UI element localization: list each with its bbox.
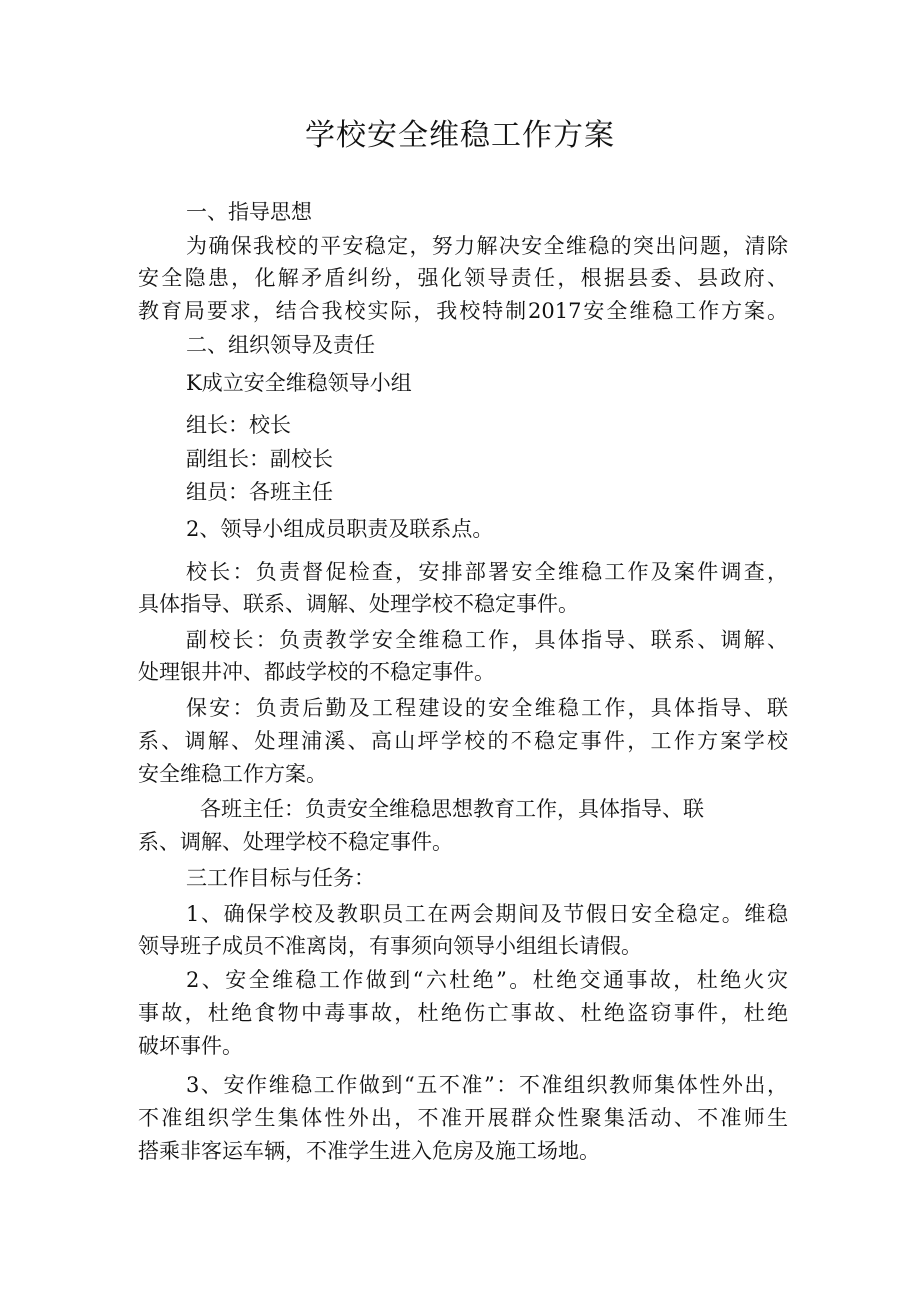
paragraph-line: 为确保我校的平安稳定，努力解决安全维稳的突出问题，清除 <box>186 234 788 258</box>
paragraph-line: 3、安作维稳工作做到“五不准”：不准组织教师集体性外出， <box>186 1073 788 1097</box>
paragraph-line: 系、调解、处理浦溪、高山坪学校的不稳定事件，工作方案学校 <box>138 729 788 753</box>
paragraph-line: 处理银井冲、都歧学校的不稳定事件。 <box>138 660 495 684</box>
paragraph-line: 搭乘非客运车辆，不准学生进入危房及施工场地。 <box>138 1139 600 1163</box>
document-title: 学校安全维稳工作方案 <box>305 118 615 153</box>
paragraph-line: 事故，杜绝食物中毒事故，杜绝伤亡事故、杜绝盗窃事件，杜绝 <box>138 1001 788 1025</box>
subsection-heading: 2、领导小组成员职责及联系点。 <box>186 517 494 541</box>
paragraph-line: 副校长：负责教学安全维稳工作，具体指导、联系、调解、 <box>186 628 788 652</box>
section-heading-guiding-ideology: 一、指导思想 <box>186 200 312 224</box>
list-item: 副组长：副校长 <box>186 447 333 471</box>
paragraph-line: 教育局要求，结合我校实际，我校特制2017安全维稳工作方案。 <box>138 299 788 323</box>
paragraph-line: 系、调解、处理学校不稳定事件。 <box>138 830 453 854</box>
paragraph-line: 安全维稳工作方案。 <box>138 762 327 786</box>
list-item: 组员：各班主任 <box>186 480 333 504</box>
paragraph-line: 2、安全维稳工作做到“六杜绝”。杜绝交通事故，杜绝火灾 <box>186 968 788 992</box>
paragraph-line: 具体指导、联系、调解、处理学校不稳定事件。 <box>138 592 579 616</box>
paragraph-line: 各班主任：负责安全维稳思想教育工作，具体指导、联 <box>200 797 704 821</box>
list-item: 组长：校长 <box>186 413 291 437</box>
paragraph-line: 破坏事件。 <box>138 1034 243 1058</box>
paragraph-line: 不准组织学生集体性外出，不准开展群众性聚集活动、不准师生 <box>138 1106 788 1130</box>
paragraph-line: 安全隐患，化解矛盾纠纷，强化领导责任，根据县委、县政府、 <box>138 266 788 290</box>
paragraph-line: 1、确保学校及教职员工在两会期间及节假日安全稳定。维稳 <box>186 902 788 926</box>
subsection-heading: K成立安全维稳领导小组 <box>186 371 412 395</box>
paragraph-line: 领导班子成员不准离岗，有事须向领导小组组长请假。 <box>138 934 642 958</box>
paragraph-line: 校长：负责督促检查，安排部署安全维稳工作及案件调查， <box>186 560 788 584</box>
section-heading-goals: 三工作目标与任务： <box>186 866 375 890</box>
section-heading-organization: 二、组织领导及责任 <box>186 333 375 357</box>
paragraph-line: 保安：负责后勤及工程建设的安全维稳工作，具体指导、联 <box>186 696 788 720</box>
